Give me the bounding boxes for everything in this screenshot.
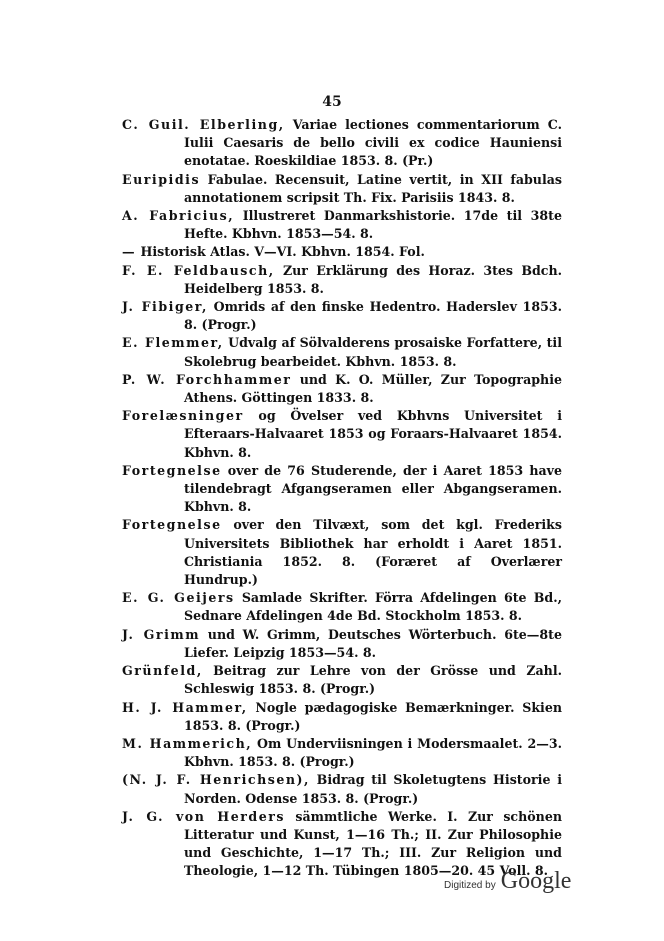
entry-author: Grünfeld, bbox=[122, 663, 203, 679]
entry-text: Udvalg af Sölvalderens prosaiske Forfattere, til Skolebrug bearbeidet. Kbhvn. 1853. 8. bbox=[184, 335, 562, 369]
bibliography-entry bbox=[122, 207, 562, 243]
entry-text: over de 76 Studerende, der i Aaret 1853 have tilendebragt Afgangseramen eller Abgangseramen. Kbhvn. 8. bbox=[184, 462, 562, 515]
bibliography-entry bbox=[122, 699, 562, 735]
entry-author: E. G. Geijers bbox=[122, 590, 235, 606]
entry-text: Beitrag zur Lehre von der Grösse und Zahl. Schleswig 1853. 8. (Progr.) bbox=[184, 663, 562, 697]
entry-author: E. Flemmer, bbox=[122, 335, 224, 351]
entry-author: M. Hammerich, bbox=[122, 735, 253, 751]
entry-author: (N. J. F. Henrichsen), bbox=[122, 772, 310, 788]
entry-text: Bidrag til Skoletugtens Historie i Norden. Odense 1853. 8. (Progr.) bbox=[184, 772, 562, 806]
entry-author: Forelæsninger bbox=[122, 408, 244, 424]
entry-text: Fabulae. Recensuit, Latine vertit, in XII fabulas annotationem scripsit Th. Fix. Parisiis 1843. 8. bbox=[184, 171, 562, 205]
bibliography-list bbox=[122, 116, 562, 881]
bibliography-entry bbox=[122, 516, 562, 589]
entry-author: Fortegnelse bbox=[122, 462, 222, 478]
bibliography-entry bbox=[122, 171, 562, 207]
entry-text: Nogle pædagogiske Bemærkninger. Skien 1853. 8. (Progr.) bbox=[184, 699, 563, 733]
google-logo: Google bbox=[500, 868, 572, 894]
entry-author: J. Grimm bbox=[122, 626, 201, 642]
entry-author: C. Guil. Elberling, bbox=[122, 117, 285, 132]
page-number: 45 bbox=[322, 94, 342, 110]
entry-text: Samlade Skrifter. Förra Afdelingen 6te Bd., Sednare Afdelingen 4de Bd. Stockholm 1853. 8. bbox=[184, 590, 562, 624]
entry-text: over den Tilvæxt, som det kgl. Frederiks Universitets Bibliothek har erholdt i Aaret 1851. Christiania 1852. 8. (Foræret af Overlærer Hundrup.) bbox=[184, 517, 562, 588]
bibliography-entry bbox=[122, 243, 562, 261]
bibliography-entry bbox=[122, 298, 562, 334]
entry-text: Omrids af den finske Hedentro. Haderslev 1853. 8. (Progr.) bbox=[184, 299, 562, 333]
entry-author: F. E. Feldbausch, bbox=[122, 262, 275, 278]
entry-text: Historisk Atlas. V—VI. Kbhvn. 1854. Fol. bbox=[136, 244, 425, 260]
digitized-by-google-watermark bbox=[444, 868, 571, 895]
entry-author: P. W. Forchhammer bbox=[122, 371, 292, 387]
entry-text: Variae lectiones commentariorum C. Iulii Caesaris de bello civili ex codice Hauniensi enotatae. Roeskildiae 1853. 8. (Pr.) bbox=[184, 117, 562, 169]
entry-author: H. J. Hammer, bbox=[122, 699, 248, 715]
entry-text: sämmtliche Werke. I. Zur schönen Litteratur und Kunst, 1—16 Th.; II. Zur Philosophie und Geschichte, 1—17 Th.; III. Zur Religion und Theologie, 1—12 Th. Tübingen 1805—20. 45 Voll. 8. bbox=[184, 808, 562, 879]
bibliography-entry bbox=[122, 589, 562, 625]
bibliography-entry bbox=[122, 371, 562, 407]
entry-text: Om Underviisningen i Modersmaalet. 2—3. Kbhvn. 1853. 8. (Progr.) bbox=[184, 735, 562, 770]
entry-author: J. G. von Herders bbox=[122, 808, 285, 824]
entry-text: og Övelser ved Kbhvns Universitet i Efteraars-Halvaaret 1853 og Foraars-Halvaaret 1854. Kbhvn. 8. bbox=[184, 408, 562, 460]
watermark-prefix: Digitized by bbox=[444, 880, 496, 891]
bibliography-entry bbox=[122, 116, 562, 171]
bibliography-entry bbox=[122, 735, 562, 771]
bibliography-entry bbox=[122, 662, 562, 698]
entry-author: J. Fibiger, bbox=[122, 299, 208, 315]
bibliography-entry bbox=[122, 462, 562, 517]
entry-author: Fortegnelse bbox=[122, 517, 222, 533]
entry-author: Euripidis bbox=[122, 171, 201, 187]
bibliography-entry bbox=[122, 407, 562, 462]
bibliography-entry bbox=[122, 334, 562, 370]
entry-author: A. Fabricius, bbox=[122, 208, 235, 224]
entry-text: und W. Grimm, Deutsches Wörterbuch. 6te—8te Liefer. Leipzig 1853—54. 8. bbox=[184, 626, 562, 660]
bibliography-entry bbox=[122, 771, 562, 807]
entry-text: Zur Erklärung des Horaz. 3tes Bdch. Heidelberg 1853. 8. bbox=[184, 262, 562, 296]
entry-author: — bbox=[122, 244, 137, 260]
bibliography-entry bbox=[122, 626, 562, 662]
entry-text: Illustreret Danmarkshistorie. 17de til 38te Hefte. Kbhvn. 1853—54. 8. bbox=[184, 208, 562, 242]
entry-text: und K. O. Müller, Zur Topographie Athens. Göttingen 1833. 8. bbox=[184, 371, 562, 406]
bibliography-entry bbox=[122, 262, 562, 298]
